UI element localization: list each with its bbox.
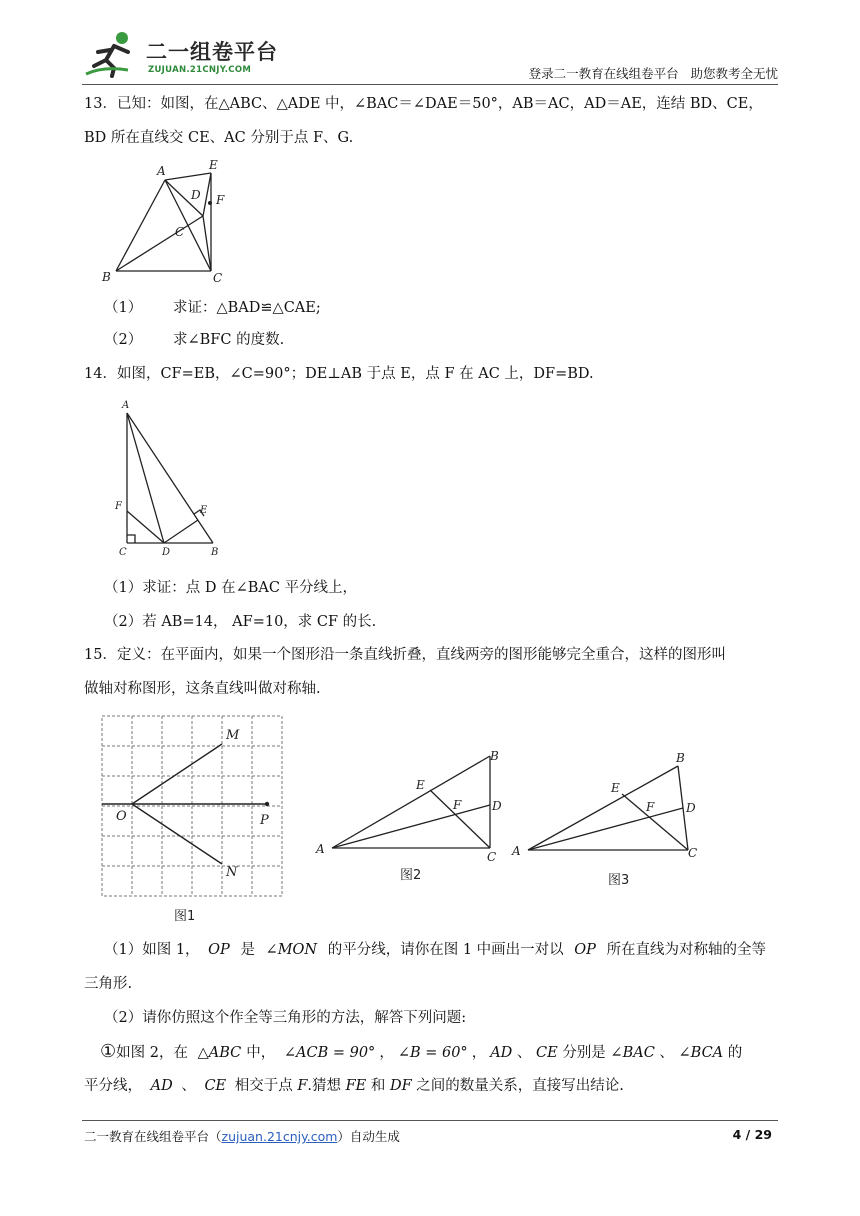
footer-left: 二一教育在线组卷平台（zujuan.21cnjy.com）自动生成 <box>84 1129 400 1144</box>
label-c: C <box>688 846 698 860</box>
q15-figure3 <box>508 742 708 892</box>
label-d: D <box>162 547 171 558</box>
label-f: F <box>216 193 225 207</box>
label-f: F <box>453 798 462 812</box>
label-a: A <box>512 844 521 858</box>
label-a: A <box>157 164 166 178</box>
figure1-caption: 图1 <box>174 909 196 924</box>
q14-part2: （2）若 AB=14， AF=10，求 CF 的长. <box>104 614 377 630</box>
page-number: 4 / 29 <box>732 1127 772 1142</box>
q15-figure1 <box>96 708 296 928</box>
footer-link[interactable]: zujuan.21cnjy.com <box>221 1129 338 1144</box>
label-d: D <box>492 799 502 813</box>
q13-line1: 13．已知：如图，在△ABC、△ADE 中，∠BAC＝∠DAE＝50°，AB＝AC，AD＝AE，连结 BD、CE， <box>84 96 763 112</box>
header-logo[interactable] <box>84 30 284 80</box>
label-b: B <box>211 547 219 558</box>
q13-part1-text: 求证：△BAD≌△CAE; <box>173 300 321 316</box>
q14-part1: （1）求证：点 D 在∠BAC 平分线上， <box>104 580 358 596</box>
label-d: D <box>191 188 201 202</box>
label-a: A <box>122 400 130 411</box>
q13-line2: BD 所在直线交 CE、AC 分别于点 F、G. <box>84 130 354 146</box>
label-b: B <box>490 749 499 763</box>
q15-sub2: （2）请你仿照这个作全等三角形的方法，解答下列问题: <box>104 1010 467 1026</box>
label-a: A <box>316 842 325 856</box>
label-c: C <box>213 271 223 285</box>
label-c-inner: C <box>175 225 185 239</box>
q15-sub1-line2: 三角形. <box>84 976 133 992</box>
logo-url: ZUJUAN.21CNJY.COM <box>148 65 252 75</box>
q13-part2-text: 求∠BFC 的度数. <box>173 332 285 348</box>
label-c: C <box>487 850 497 864</box>
label-c: C <box>119 547 127 558</box>
header-divider <box>82 84 778 85</box>
point-p <box>265 802 269 806</box>
logo-text: 二一组卷平台 <box>146 40 278 64</box>
q15-line2: 做轴对称图形，这条直线叫做对称轴. <box>84 681 321 697</box>
point-f <box>208 201 212 205</box>
label-m: M <box>226 728 240 743</box>
q13-part2-num: （2） <box>104 332 143 348</box>
label-d: D <box>686 801 696 815</box>
q13-figure <box>100 155 240 290</box>
figure2-caption: 图2 <box>400 868 422 883</box>
q15-sub3-line2: 平分线， AD 、 CE 相交于点 F.猜想 FE 和 DF 之间的数量关系，直接写出结论. <box>84 1078 624 1094</box>
label-p: P <box>260 813 269 828</box>
runner-logo-icon <box>84 30 144 78</box>
label-e: E <box>200 505 208 516</box>
label-b: B <box>102 270 111 284</box>
label-f: F <box>115 501 122 512</box>
q15-figure2 <box>312 740 512 890</box>
label-n: N <box>226 865 238 880</box>
label-b: B <box>676 751 685 765</box>
label-o: O <box>116 809 127 824</box>
figure3-caption: 图3 <box>608 873 630 888</box>
label-e: E <box>416 778 425 792</box>
q15-sub3-line1: ①如图 2，在 △ABC 中， ∠ACB = 90° ， ∠B = 60° ， AD 、 CE 分别是 ∠BAC 、 ∠BCA 的 <box>100 1041 743 1062</box>
header-slogan: 登录二一教育在线组卷平台 助您教考全无忧 <box>528 66 778 81</box>
label-e: E <box>611 781 620 795</box>
q14-line1: 14．如图，CF=EB，∠C=90°；DE⊥AB 于点 E，点 F 在 AC 上，DF=BD. <box>84 366 594 382</box>
q14-figure <box>110 395 230 560</box>
footer-divider <box>82 1120 778 1121</box>
label-f: F <box>646 800 655 814</box>
q15-sub1-line1: （1）如图 1， OP 是 ∠MON 的平分线，请你在图 1 中画出一对以 OP 所在直线为对称轴的全等 <box>104 942 767 958</box>
q13-part1-num: （1） <box>104 300 143 316</box>
q15-line1: 15．定义：在平面内，如果一个图形沿一条直线折叠，直线两旁的图形能够完全重合，这样的图形叫 <box>84 647 726 663</box>
label-e: E <box>209 158 218 172</box>
